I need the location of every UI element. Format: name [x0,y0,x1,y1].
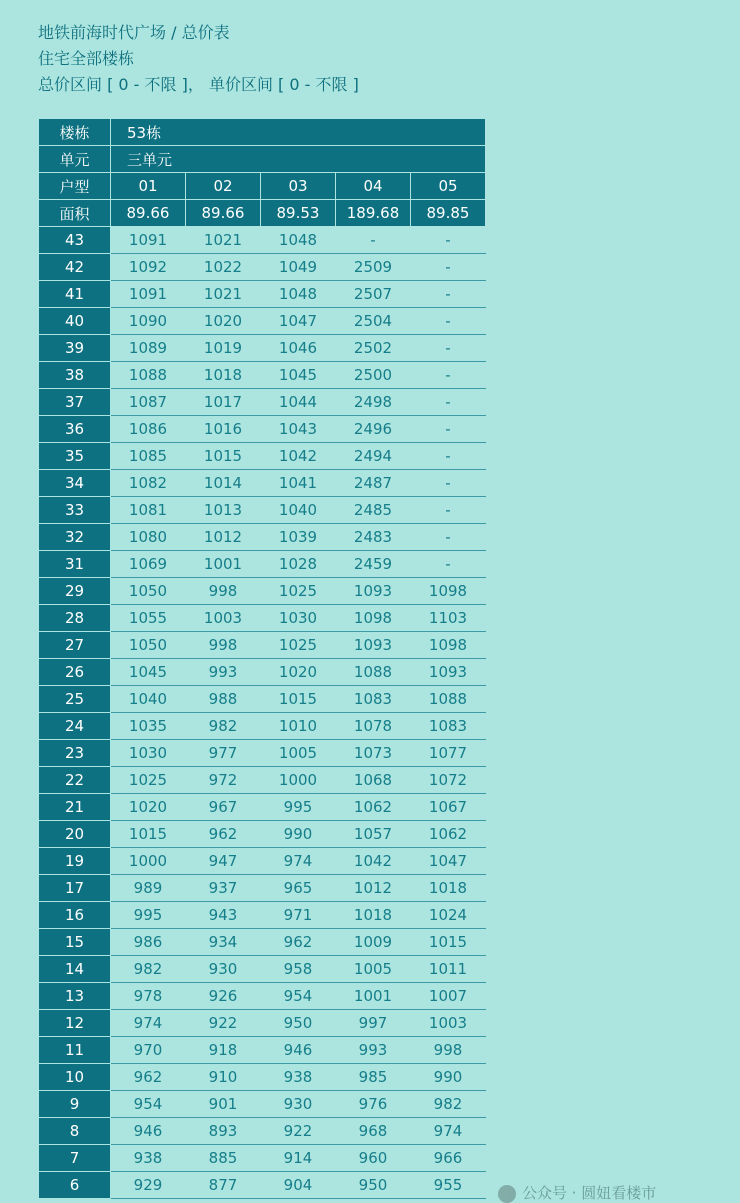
price-cell: 954 [111,1091,186,1118]
price-cell: 990 [261,821,336,848]
price-cell: 1043 [261,416,336,443]
price-cell: 978 [111,983,186,1010]
price-cell: 962 [261,929,336,956]
price-cell: 1010 [261,713,336,740]
floor-row [39,281,486,308]
price-cell: - [336,227,411,254]
price-cell: 1012 [186,524,261,551]
page-subtitle: 住宅全部楼栋 [38,49,135,68]
price-cell: 947 [186,848,261,875]
price-cell: 988 [186,686,261,713]
floor-number: 39 [39,335,111,362]
price-cell: 1000 [261,767,336,794]
price-cell: 1082 [111,470,186,497]
price-cell: 1009 [336,929,411,956]
price-cell: 1041 [261,470,336,497]
price-cell: 1017 [186,389,261,416]
price-cell: 2487 [336,470,411,497]
price-cell: 1020 [186,308,261,335]
floor-number: 17 [39,875,111,902]
floor-number: 12 [39,1010,111,1037]
price-cell: 1098 [411,632,486,659]
floor-row [39,1145,486,1172]
floor-number: 24 [39,713,111,740]
price-cell: 1018 [411,875,486,902]
price-cell: 1025 [111,767,186,794]
price-cell: 1005 [336,956,411,983]
price-cell: 974 [411,1118,486,1145]
price-cell: - [411,551,486,578]
price-cell: 1093 [336,578,411,605]
floor-number: 23 [39,740,111,767]
price-cell: 990 [411,1064,486,1091]
price-cell: 972 [186,767,261,794]
price-cell: 930 [186,956,261,983]
floor-row [39,1118,486,1145]
price-cell: 1005 [261,740,336,767]
floor-row [39,902,486,929]
price-cell: 971 [261,902,336,929]
floor-row [39,578,486,605]
floor-row [39,551,486,578]
price-cell: 950 [261,1010,336,1037]
floor-number: 43 [39,227,111,254]
price-cell: 1046 [261,335,336,362]
price-cell: 950 [336,1172,411,1199]
price-cell: 997 [336,1010,411,1037]
price-cell: 901 [186,1091,261,1118]
watermark [498,1182,656,1203]
price-cell: - [411,443,486,470]
price-cell: 1001 [186,551,261,578]
floor-row [39,497,486,524]
price-cell: 1003 [411,1010,486,1037]
price-cell: 1040 [111,686,186,713]
price-cell: 1047 [261,308,336,335]
price-table [38,118,486,1199]
price-cell: 1068 [336,767,411,794]
price-cell: 962 [111,1064,186,1091]
price-cell: 1077 [411,740,486,767]
floor-number: 40 [39,308,111,335]
price-cell: - [411,281,486,308]
price-cell: 937 [186,875,261,902]
price-cell: 1050 [111,578,186,605]
floor-number: 28 [39,605,111,632]
area-cell: 89.85 [411,200,486,227]
price-cell: 938 [261,1064,336,1091]
price-cell: 918 [186,1037,261,1064]
price-cell: 2459 [336,551,411,578]
price-cell: 1088 [411,686,486,713]
floor-number: 8 [39,1118,111,1145]
area-cell: 89.53 [261,200,336,227]
price-cell: 1093 [411,659,486,686]
floor-row [39,1037,486,1064]
price-cell: 2504 [336,308,411,335]
floor-number: 21 [39,794,111,821]
floor-row [39,929,486,956]
page-title: 地铁前海时代广场 / 总价表 [38,23,230,42]
floor-row [39,308,486,335]
price-cell: 1083 [336,686,411,713]
price-cell: 955 [411,1172,486,1199]
price-cell: 1093 [336,632,411,659]
floor-number: 9 [39,1091,111,1118]
price-cell: 1047 [411,848,486,875]
floor-number: 10 [39,1064,111,1091]
price-cell: 998 [411,1037,486,1064]
price-cell: 1016 [186,416,261,443]
price-cell: 1088 [111,362,186,389]
price-cell: 962 [186,821,261,848]
type-row [39,173,486,200]
floor-row [39,443,486,470]
price-cell: 946 [261,1037,336,1064]
price-cell: 930 [261,1091,336,1118]
area-label: 面积 [39,200,111,227]
price-cell: - [411,227,486,254]
price-cell: 1003 [186,605,261,632]
type-cell: 02 [186,173,261,200]
price-range-filter: 总价区间 [ 0 - 不限 ]， 单价区间 [ 0 - 不限 ] [38,75,359,94]
floor-number: 13 [39,983,111,1010]
price-cell: 1080 [111,524,186,551]
price-cell: 2507 [336,281,411,308]
price-cell: 2483 [336,524,411,551]
price-cell: 1062 [336,794,411,821]
price-cell: 1085 [111,443,186,470]
price-cell: 974 [261,848,336,875]
price-cell: 1021 [186,227,261,254]
floor-number: 15 [39,929,111,956]
floor-number: 37 [39,389,111,416]
floor-number: 20 [39,821,111,848]
page-header [38,20,359,98]
price-cell: 960 [336,1145,411,1172]
price-cell: 1042 [261,443,336,470]
floor-number: 7 [39,1145,111,1172]
price-cell: 1073 [336,740,411,767]
price-cell: 1091 [111,281,186,308]
price-cell: 1083 [411,713,486,740]
price-cell: 1021 [186,281,261,308]
price-cell: - [411,362,486,389]
floor-number: 34 [39,470,111,497]
floor-number: 36 [39,416,111,443]
price-cell: 1067 [411,794,486,821]
floor-row [39,416,486,443]
type-label: 户型 [39,173,111,200]
price-cell: 998 [186,632,261,659]
price-cell: 982 [186,713,261,740]
price-cell: 926 [186,983,261,1010]
price-cell: 1050 [111,632,186,659]
price-cell: 985 [336,1064,411,1091]
price-cell: 967 [186,794,261,821]
price-cell: - [411,416,486,443]
area-row [39,200,486,227]
price-cell: 1089 [111,335,186,362]
price-cell: 1020 [261,659,336,686]
unit-row [39,146,486,173]
price-cell: 954 [261,983,336,1010]
price-cell: 1015 [111,821,186,848]
price-cell: - [411,470,486,497]
price-cell: 1042 [336,848,411,875]
building-label: 楼栋 [39,119,111,146]
price-cell: 1069 [111,551,186,578]
price-cell: 1001 [336,983,411,1010]
price-cell: 968 [336,1118,411,1145]
floor-row [39,686,486,713]
price-cell: 893 [186,1118,261,1145]
floor-row [39,956,486,983]
price-cell: 1081 [111,497,186,524]
floor-row [39,1091,486,1118]
price-cell: 1024 [411,902,486,929]
floor-number: 26 [39,659,111,686]
price-cell: 1072 [411,767,486,794]
price-cell: 1078 [336,713,411,740]
price-cell: 958 [261,956,336,983]
price-cell: 1007 [411,983,486,1010]
floor-number: 14 [39,956,111,983]
price-cell: 1049 [261,254,336,281]
floor-row [39,740,486,767]
floor-row [39,767,486,794]
price-cell: 1044 [261,389,336,416]
price-cell: 1040 [261,497,336,524]
price-cell: 1012 [336,875,411,902]
price-cell: 1098 [411,578,486,605]
price-cell: 1035 [111,713,186,740]
floor-number: 42 [39,254,111,281]
price-cell: 1055 [111,605,186,632]
price-cell: 982 [111,956,186,983]
price-cell: 1018 [336,902,411,929]
price-cell: 1088 [336,659,411,686]
price-cell: 2500 [336,362,411,389]
price-cell: 1103 [411,605,486,632]
price-cell: 965 [261,875,336,902]
price-cell: 2502 [336,335,411,362]
price-cell: 995 [261,794,336,821]
price-cell: 1092 [111,254,186,281]
floor-row [39,362,486,389]
price-cell: 1013 [186,497,261,524]
price-cell: - [411,524,486,551]
price-cell: 2509 [336,254,411,281]
price-cell: - [411,335,486,362]
price-cell: 910 [186,1064,261,1091]
floor-number: 35 [39,443,111,470]
price-cell: 1015 [261,686,336,713]
price-cell: 1025 [261,578,336,605]
price-cell: 1020 [111,794,186,821]
floor-row [39,254,486,281]
price-cell: 2494 [336,443,411,470]
price-cell: 1025 [261,632,336,659]
price-cell: 943 [186,902,261,929]
floor-row [39,632,486,659]
price-cell: 977 [186,740,261,767]
price-cell: 993 [186,659,261,686]
price-cell: 970 [111,1037,186,1064]
floor-row [39,1010,486,1037]
price-cell: 938 [111,1145,186,1172]
price-cell: - [411,308,486,335]
price-cell: 1098 [336,605,411,632]
type-cell: 01 [111,173,186,200]
floor-row [39,524,486,551]
building-row [39,119,486,146]
price-cell: 1015 [411,929,486,956]
price-cell: 976 [336,1091,411,1118]
price-cell: 1057 [336,821,411,848]
price-cell: 1086 [111,416,186,443]
floor-number: 16 [39,902,111,929]
price-cell: 2498 [336,389,411,416]
floor-number: 41 [39,281,111,308]
price-cell: 1087 [111,389,186,416]
watermark-text: 公众号 · 圆妞看楼市 [522,1184,657,1202]
price-cell: 998 [186,578,261,605]
floor-number: 6 [39,1172,111,1199]
type-cell: 04 [336,173,411,200]
floor-number: 25 [39,686,111,713]
price-cell: 885 [186,1145,261,1172]
price-cell: 877 [186,1172,261,1199]
floor-row [39,1064,486,1091]
price-cell: 946 [111,1118,186,1145]
unit-value: 三单元 [111,146,486,173]
price-cell: 934 [186,929,261,956]
price-cell: 1022 [186,254,261,281]
type-cell: 05 [411,173,486,200]
price-cell: 1028 [261,551,336,578]
price-cell: 922 [186,1010,261,1037]
floor-row [39,821,486,848]
price-cell: 1000 [111,848,186,875]
floor-row [39,1172,486,1199]
floor-number: 11 [39,1037,111,1064]
floor-row [39,389,486,416]
price-cell: 1014 [186,470,261,497]
price-cell: 1045 [261,362,336,389]
type-cell: 03 [261,173,336,200]
price-cell: 922 [261,1118,336,1145]
building-value: 53栋 [111,119,486,146]
price-cell: 995 [111,902,186,929]
floor-number: 32 [39,524,111,551]
price-cell: 974 [111,1010,186,1037]
floor-number: 38 [39,362,111,389]
floor-row [39,335,486,362]
price-cell: - [411,497,486,524]
price-cell: 1048 [261,281,336,308]
price-cell: 1015 [186,443,261,470]
price-cell: 914 [261,1145,336,1172]
area-cell: 89.66 [111,200,186,227]
price-cell: 1062 [411,821,486,848]
price-cell: 1030 [261,605,336,632]
price-cell: 929 [111,1172,186,1199]
price-cell: 1019 [186,335,261,362]
floor-row [39,659,486,686]
price-cell: 904 [261,1172,336,1199]
price-cell: - [411,254,486,281]
price-cell: 1018 [186,362,261,389]
price-cell: 993 [336,1037,411,1064]
floor-row [39,227,486,254]
floor-row [39,794,486,821]
floor-number: 19 [39,848,111,875]
floor-number: 22 [39,767,111,794]
price-cell: 1048 [261,227,336,254]
floor-number: 33 [39,497,111,524]
price-cell: 2496 [336,416,411,443]
floor-row [39,983,486,1010]
price-cell: 982 [411,1091,486,1118]
price-cell: 2485 [336,497,411,524]
floor-number: 27 [39,632,111,659]
floor-row [39,713,486,740]
price-cell: 1039 [261,524,336,551]
price-cell: 1011 [411,956,486,983]
price-cell: 966 [411,1145,486,1172]
floor-row [39,470,486,497]
price-cell: 989 [111,875,186,902]
price-cell: 1091 [111,227,186,254]
floor-row [39,605,486,632]
price-cell: 1030 [111,740,186,767]
price-cell: 1045 [111,659,186,686]
price-cell: 1090 [111,308,186,335]
floor-row [39,875,486,902]
price-cell: - [411,389,486,416]
area-cell: 89.66 [186,200,261,227]
floor-number: 31 [39,551,111,578]
unit-label: 单元 [39,146,111,173]
floor-number: 29 [39,578,111,605]
area-cell: 189.68 [336,200,411,227]
wechat-icon [498,1185,516,1203]
floor-row [39,848,486,875]
price-cell: 986 [111,929,186,956]
